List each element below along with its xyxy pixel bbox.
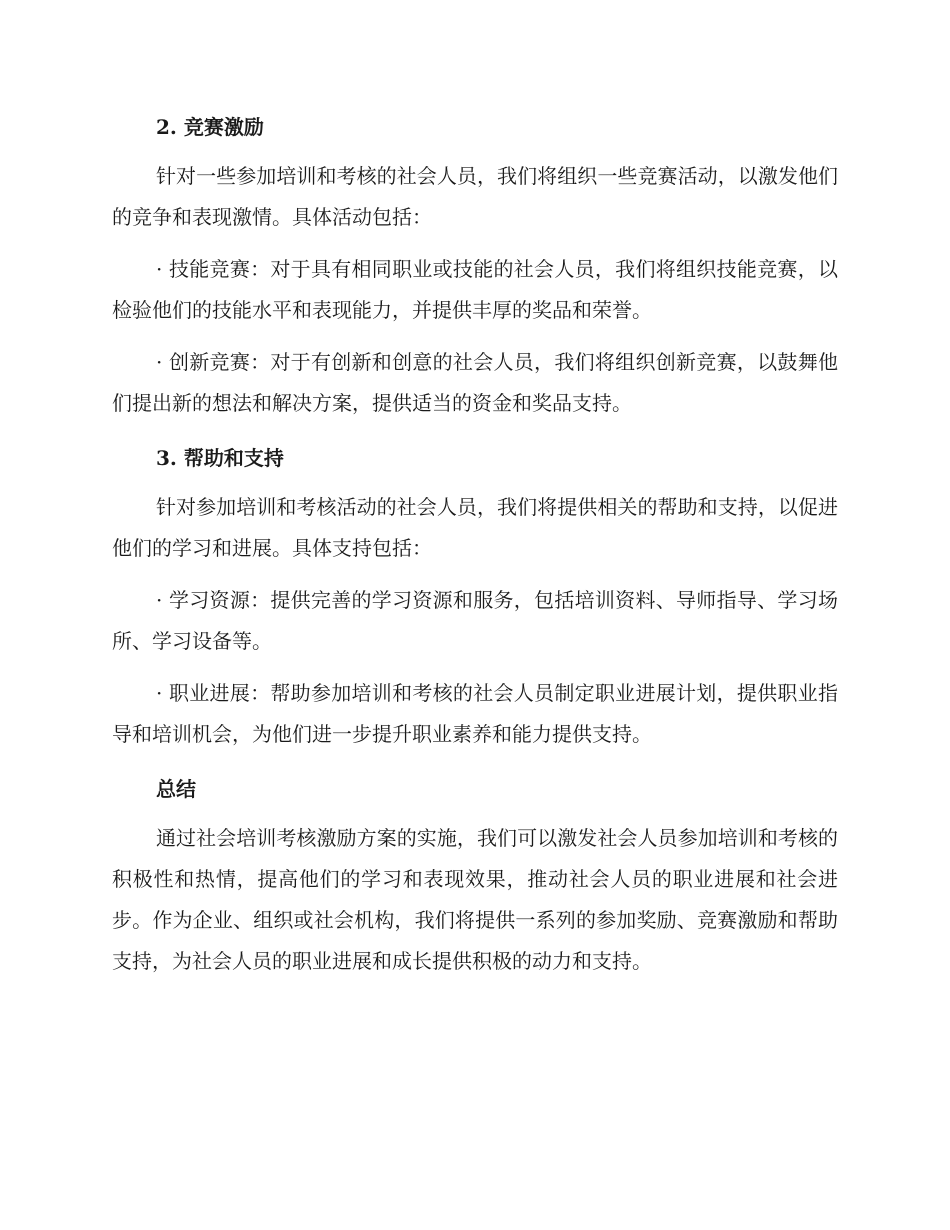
- section-heading-support: 3. 帮助和支持: [156, 446, 284, 470]
- bullet-learning-resources: · 学习资源：提供完善的学习资源和服务，包括培训资料、导师指导、学习场所、学习设备等。: [112, 588, 838, 653]
- section-intro-paragraph: 针对一些参加培训和考核的社会人员，我们将组织一些竞赛活动，以激发他们的竞争和表现激情。具体活动包括：: [112, 164, 838, 229]
- bullet-career-progress: · 职业进展：帮助参加培训和考核的社会人员制定职业进展计划，提供职业指导和培训机会，为他们进一步提升职业素养和能力提供支持。: [112, 681, 838, 746]
- bullet-skill-competition: · 技能竞赛：对于具有相同职业或技能的社会人员，我们将组织技能竞赛，以检验他们的技能水平和表现能力，并提供丰厚的奖品和荣誉。: [112, 257, 838, 322]
- bullet-innovation-competition: · 创新竞赛：对于有创新和创意的社会人员，我们将组织创新竞赛，以鼓舞他们提出新的想法和解决方案，提供适当的资金和奖品支持。: [112, 350, 838, 415]
- summary-heading: 总结: [156, 777, 196, 801]
- section-heading-competition: 2. 竞赛激励: [156, 115, 264, 139]
- summary-paragraph: 通过社会培训考核激励方案的实施，我们可以激发社会人员参加培训和考核的积极性和热情，提高他们的学习和表现效果，推动社会人员的职业进展和社会进步。作为企业、组织或社会机构，我们将提供一系列的参加奖励、竞赛激励和帮助支持，为社会人员的职业进展和成长提供积极的动力和支持。: [112, 826, 838, 973]
- section-intro-paragraph: 针对参加培训和考核活动的社会人员，我们将提供相关的帮助和支持，以促进他们的学习和进展。具体支持包括：: [112, 495, 838, 560]
- document-page: [112, 104, 838, 982]
